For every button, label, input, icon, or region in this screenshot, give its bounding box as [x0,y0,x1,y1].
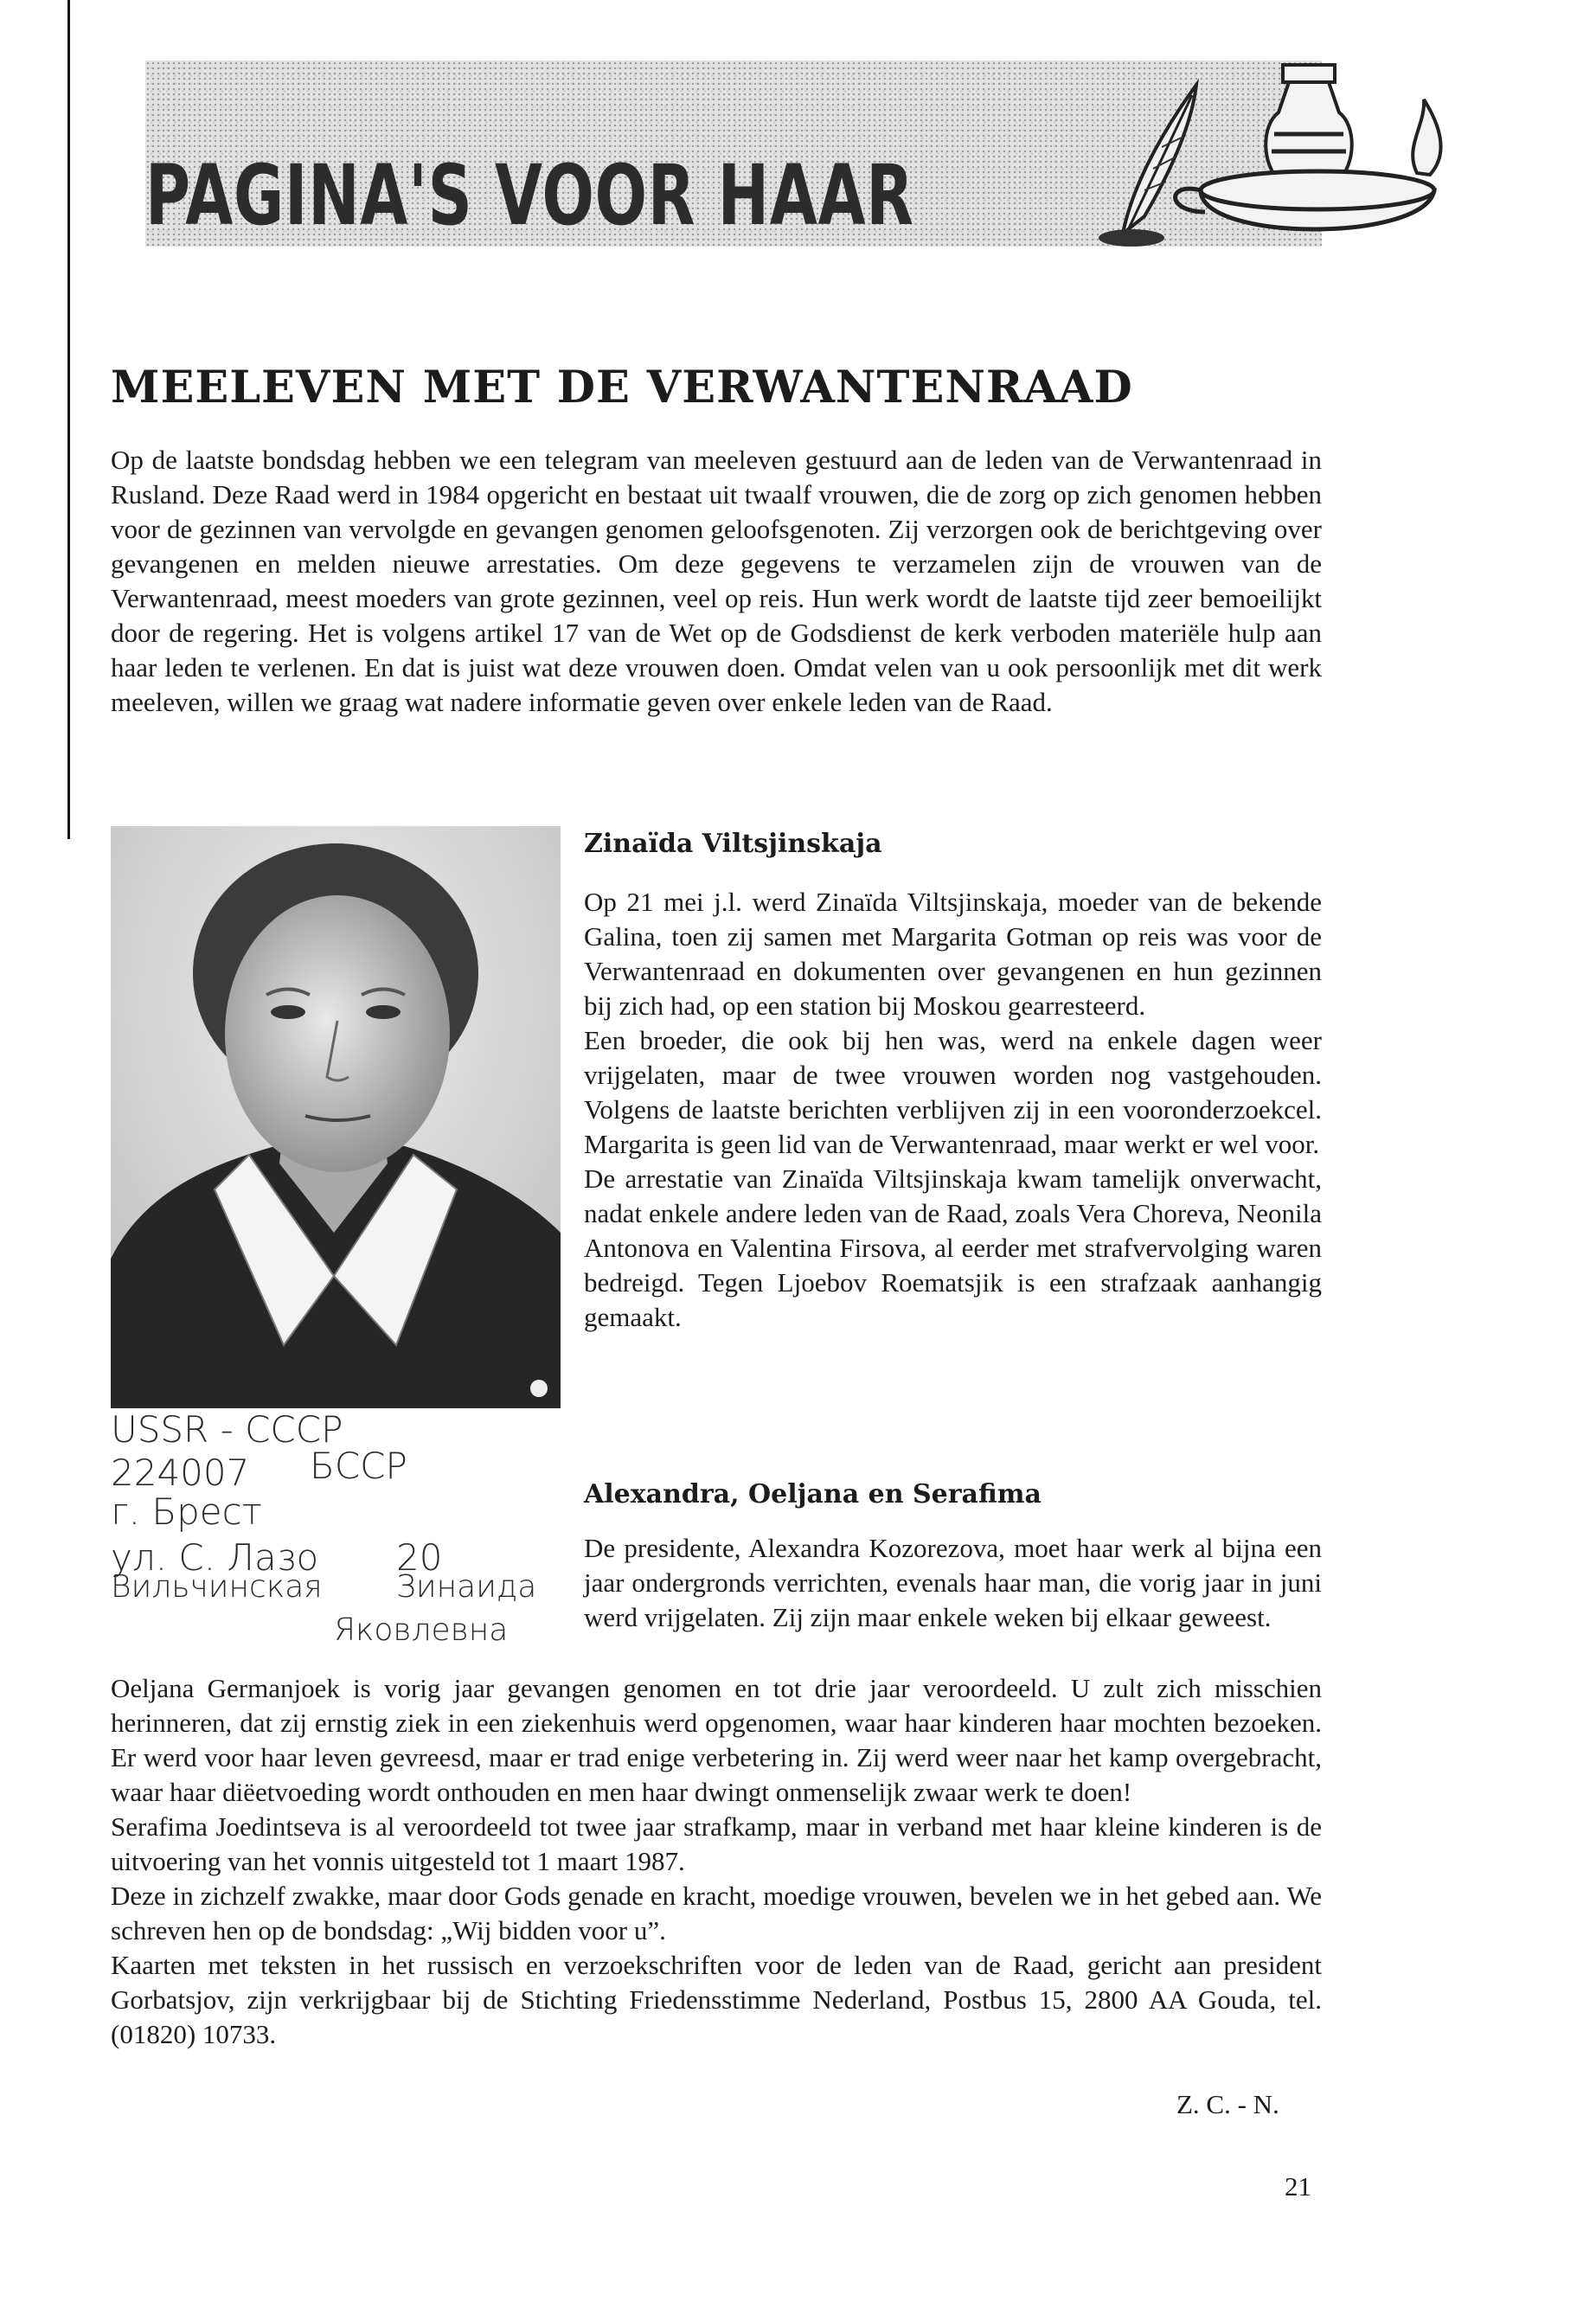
section-alexandra-paragraph-2: Oeljana Germanjoek is vorig jaar gevangen genomen en tot drie jaar veroordeeld. U zult zich misschien herinneren, dat zij ernstig ziek in een ziekenhuis werd opgenomen, waar haar kinderen haar mochten bezoeken. Er werd voor haar leven gevreesd, maar er trad enige verbetering in. Zij werd weer naar het kamp overgebracht, waar haar diëetvoeding wordt onthouden en men haar dwingt onmenselijk zwaar werk te doen! [111,1673,1322,1807]
header-banner [145,61,1322,247]
portrait-photo-woman-icon [111,826,561,1408]
section-alexandra-paragraph-5: Kaarten met teksten in het russisch en verzoekschriften voor de leden van de Raad, gericht aan president Gorbatsjov, zijn verkrijgbaar bij de Stichting Friedensstimme Nederland, Postbus 15, 2800 AA Gouda, tel. (01820) 10733. [111,1950,1322,2049]
section-alexandra-paragraph-3: Serafima Joedintseva is al veroordeeld tot twee jaar strafkamp, maar in verband met haar kleine kinderen is de uitvoering van het vonnis uitgesteld tot 1 maart 1987. [111,1811,1322,1876]
address-line-4a: ул. С. Лазо [111,1536,319,1579]
section-alexandra-paragraph-4: Deze in zichzelf zwakke, maar door Gods genade en kracht, moedige vrouwen, bevelen we in het gebed aan. We schreven hen op de bondsdag: „Wij bidden voor u”. [111,1881,1322,1945]
handwritten-address [111,1408,569,1650]
section-heading-alexandra: Alexandra, Oeljana en Serafima [584,1479,1042,1509]
section-zinaida-paragraph-3: De arrestatie van Zinaïda Viltsjinskaja kwam tamelijk onverwacht, nadat enkele andere leden van de Raad, zoals Vera Choreva, Neonila Antonova en Valentina Firsova, al eerder met strafvervolging waren bedreigd. Tegen Ljoebov Roematsjik is een strafzaak aanhangig gemaakt. [584,1163,1322,1332]
address-line-1: USSR - CCCP [111,1408,343,1451]
address-line-3: г. Брест [111,1490,262,1533]
address-line-5b: Зинаида [396,1569,537,1605]
section-zinaida-body [584,885,1322,1335]
quill-inkwell-and-oil-lamp-icon [1062,61,1477,247]
address-line-5a: Вильчинская [111,1569,323,1605]
section-heading-zinaida: Zinaïda Viltsjinskaja [584,829,882,859]
address-line-2a: 224007 [111,1452,250,1494]
intro-paragraph: Op de laatste bondsdag hebben we een telegram van meeleven gestuurd aan de leden van de Verwantenraad in Rusland. Deze Raad werd in 1984 opgericht en bestaat uit twaalf vrouwen, die de zorg op zich genomen hebben voor de gezinnen van vervolgde en gevangen genomen geloofsgenoten. Zij verzorgen ook de berichtgeving over gevangenen en melden nieuwe arrestaties. Om deze gegevens te verzamelen zijn de vrouwen van de Verwantenraad, meest moeders van grote gezinnen, veel op reis. Hun werk wordt de laatste tijd zeer bemoeilijkt door de regering. Het is volgens artikel 17 van de Wet op de Godsdienst de kerk verboden materiële hulp aan haar leden te verlenen. En dat is juist wat deze vrouwen doen. Omdat velen van u ook persoonlijk met dit werk meeleven, willen we graag wat nadere informatie geven over enkele leden van de Raad. [111,445,1322,717]
article-headline: MEELEVEN MET DE VERWANTENRAAD [111,362,1133,413]
page-number: 21 [1285,2171,1311,2202]
address-line-2b: БССР [310,1445,407,1487]
section-alexandra-body [111,1671,1322,2052]
margin-rule [67,0,70,839]
section-zinaida-paragraph-2: Een broeder, die ook bij hen was, werd na enkele dagen weer vrijgelaten, maar de twee vrouwen worden nog vastgehouden. Volgens de laatste berichten verblijven zij in een vooronderzoekcel. Margarita is geen lid van de Verwantenraad, maar werkt er wel voor. [584,1025,1322,1159]
address-line-4b: 20 [396,1536,443,1579]
banner-title: PAGINA'S VOOR HAAR [145,147,914,244]
author-signature: Z. C. - N. [1176,2089,1279,2119]
section-alexandra-paragraph-1: De presidente, Alexandra Kozorezova, moet haar werk al bijna een jaar ondergronds verrichten, evenals haar man, die vorig jaar in juni werd vrijgelaten. Zij zijn maar enkele weken bij elkaar geweest. [584,1533,1322,1632]
section-zinaida-paragraph-1: Op 21 mei j.l. werd Zinaïda Viltsjinskaja, moeder van de bekende Galina, toen zij samen met Margarita Gotman op reis was voor de Verwantenraad en dokumenten over gevangenen en hun gezinnen bij zich had, op een station bij Moskou gearresteerd. [584,887,1322,1021]
address-line-6: Яковлевна [334,1612,509,1648]
